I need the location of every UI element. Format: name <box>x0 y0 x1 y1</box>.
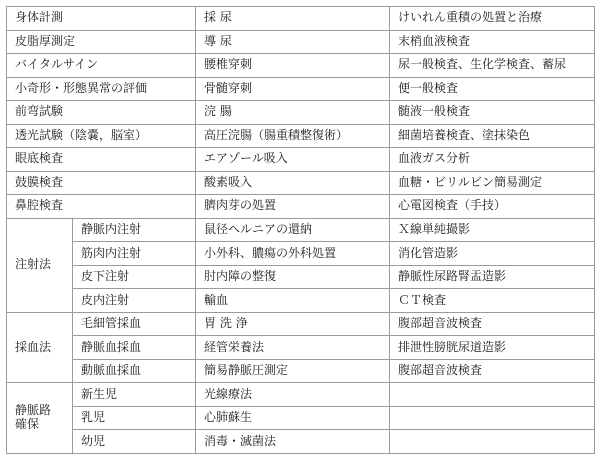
table-cell: 乳児 <box>73 406 196 430</box>
table-cell-empty <box>390 406 595 430</box>
table-cell: 腹部超音波検査 <box>390 312 595 336</box>
table-cell: 鼠径ヘルニアの還納 <box>196 218 390 242</box>
table-row <box>7 265 595 289</box>
table-cell: 透光試験（陰嚢，脳室） <box>7 124 196 148</box>
table-row <box>7 242 595 266</box>
table-cell: 皮内注射 <box>73 289 196 313</box>
table-cell-empty <box>390 383 595 407</box>
table-cell: 鼻腔検査 <box>7 195 196 219</box>
table-cell-empty <box>390 430 595 454</box>
group-label-line: 静脈路 <box>15 403 52 418</box>
group-label-line: 確保 <box>15 417 40 432</box>
table-cell: 前弯試験 <box>7 101 196 125</box>
table-cell: 胃 洗 浄 <box>196 312 390 336</box>
table-cell: 髄液一般検査 <box>390 101 595 125</box>
group-label-blood-sampling: 採血法 <box>7 312 73 383</box>
table-cell: 臍肉芽の処置 <box>196 195 390 219</box>
table-cell: 皮下注射 <box>73 265 196 289</box>
group-label-iv-access <box>7 383 73 454</box>
table-row <box>7 77 595 101</box>
table-cell: 肘内障の整復 <box>196 265 390 289</box>
table-cell: 心電図検査（手技） <box>390 195 595 219</box>
table-row <box>7 289 595 313</box>
table-row <box>7 101 595 125</box>
table-cell: 身体計測 <box>7 7 196 31</box>
table-row <box>7 124 595 148</box>
table-cell: ＣＴ検査 <box>390 289 595 313</box>
table-row <box>7 218 595 242</box>
table-cell: けいれん重積の処置と治療 <box>390 7 595 31</box>
table-row <box>7 54 595 78</box>
table-cell: 新生児 <box>73 383 196 407</box>
table-cell: 皮脂厚測定 <box>7 30 196 54</box>
table-row <box>7 30 595 54</box>
group-label-injection: 注射法 <box>7 218 73 312</box>
table-cell: 静脈性尿路腎盂造影 <box>390 265 595 289</box>
table-cell: 静脈内注射 <box>73 218 196 242</box>
table-cell: 幼児 <box>73 430 196 454</box>
table-cell: 動脈血採血 <box>73 359 196 383</box>
table-cell: 導 尿 <box>196 30 390 54</box>
table-cell: 経管栄養法 <box>196 336 390 360</box>
table-cell: 毛細管採血 <box>73 312 196 336</box>
table-cell: バイタルサイン <box>7 54 196 78</box>
table-cell: 尿一般検査、生化学検査、蓄尿 <box>390 54 595 78</box>
table-row <box>7 195 595 219</box>
table-row <box>7 171 595 195</box>
table-cell: 採 尿 <box>196 7 390 31</box>
table-cell: 細菌培養検査、塗抹染色 <box>390 124 595 148</box>
table-cell: 小外科、膿瘍の外科処置 <box>196 242 390 266</box>
table-cell: 光線療法 <box>196 383 390 407</box>
table-cell: 静脈血採血 <box>73 336 196 360</box>
table-cell: 簡易静脈圧測定 <box>196 359 390 383</box>
table-cell: 筋肉内注射 <box>73 242 196 266</box>
table-row <box>7 406 595 430</box>
table-cell: 鼓膜検査 <box>7 171 196 195</box>
table-row <box>7 359 595 383</box>
table-cell: 血糖・ビリルビン簡易測定 <box>390 171 595 195</box>
table-cell: エアゾール吸入 <box>196 148 390 172</box>
table-cell: 眼底検査 <box>7 148 196 172</box>
table-cell: 心肺蘇生 <box>196 406 390 430</box>
table-row <box>7 312 595 336</box>
table-cell: 高圧浣腸（腸重積整復術） <box>196 124 390 148</box>
table-cell: Ｘ線単純撮影 <box>390 218 595 242</box>
table-cell: 小奇形・形態異常の評価 <box>7 77 196 101</box>
table-row <box>7 336 595 360</box>
table-row <box>7 148 595 172</box>
table-cell: 排泄性膀胱尿道造影 <box>390 336 595 360</box>
table-cell: 腰椎穿刺 <box>196 54 390 78</box>
table-cell: 便一般検査 <box>390 77 595 101</box>
table-row <box>7 383 595 407</box>
table-cell: 酸素吸入 <box>196 171 390 195</box>
table-row <box>7 7 595 31</box>
table-row <box>7 430 595 454</box>
table-cell: 輸血 <box>196 289 390 313</box>
table-cell: 末梢血液検査 <box>390 30 595 54</box>
procedures-table <box>6 6 595 454</box>
table-cell: 消毒・滅菌法 <box>196 430 390 454</box>
table-cell: 浣 腸 <box>196 101 390 125</box>
table-cell: 骨髄穿刺 <box>196 77 390 101</box>
table-cell: 消化管造影 <box>390 242 595 266</box>
table-cell: 腹部超音波検査 <box>390 359 595 383</box>
table-cell: 血液ガス分析 <box>390 148 595 172</box>
